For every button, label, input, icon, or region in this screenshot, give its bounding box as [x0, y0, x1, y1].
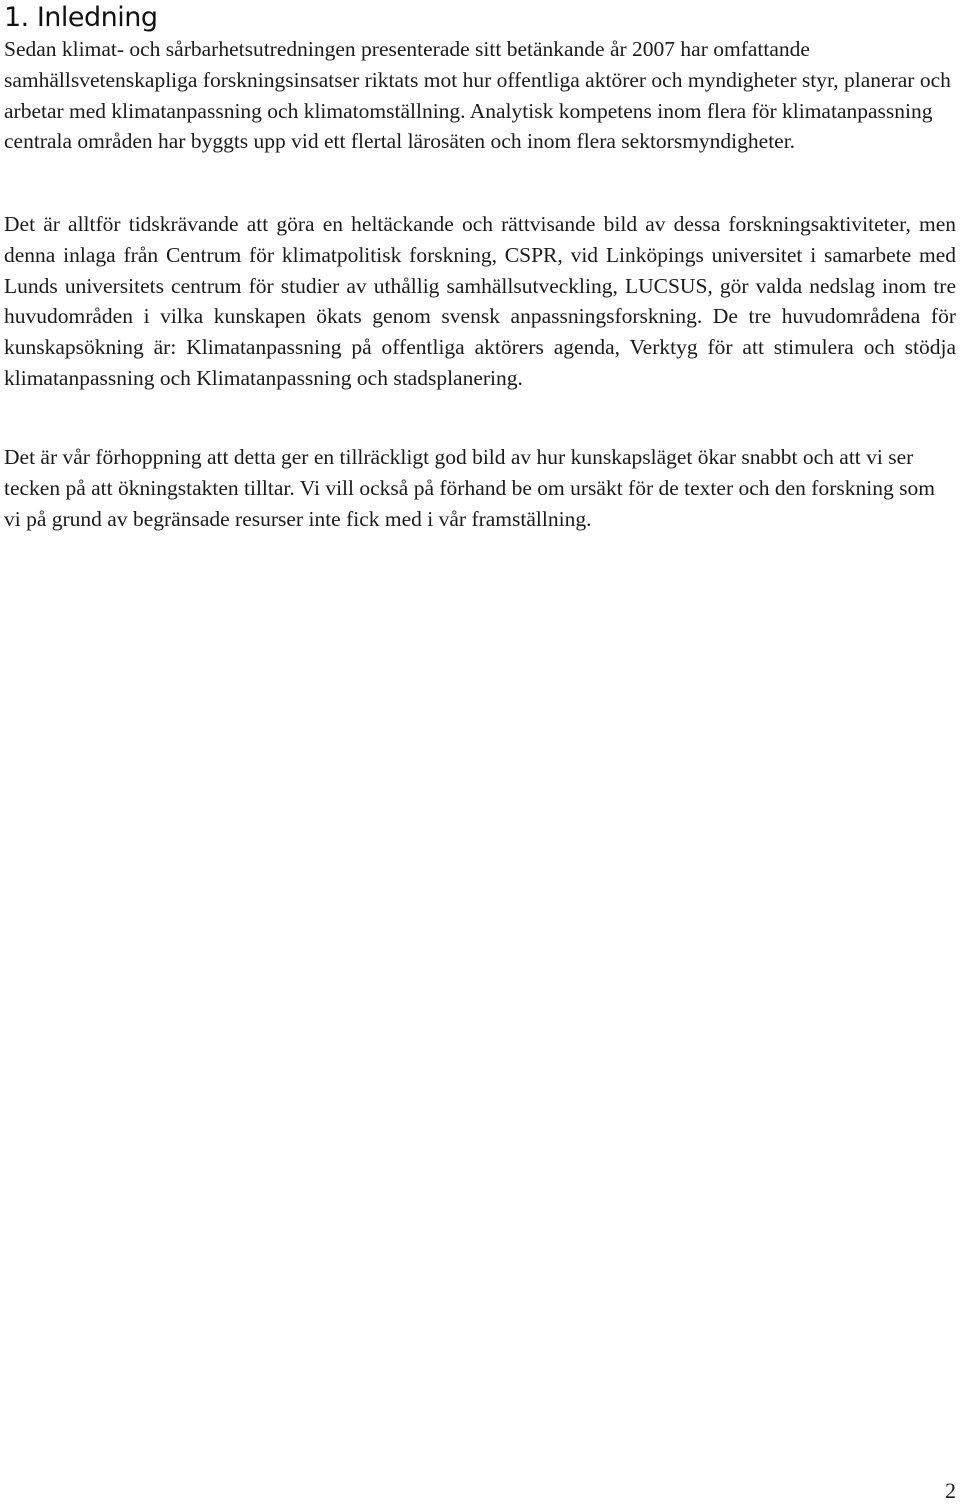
page-number: 2: [945, 1478, 956, 1503]
paragraph-intro: Sedan klimat- och sårbarhetsutredningen presenterade sitt betänkande år 2007 har omfattande samhällsvetenskapliga forskningsinsatser riktats mot hur offentliga aktörer och myndigheter styr, planerar och arbetar med klimatanpassning och klimatomställning. Analytisk kompetens inom flera för klimatanpassning centrala områden har byggts upp vid ett flertal lärosäten och inom flera sektorsmyndigheter.: [4, 37, 951, 154]
paragraph-closing: Det är vår förhoppning att detta ger en tillräckligt god bild av hur kunskapsläget ökar snabbt och att vi ser tecken på att ökningstakten tilltar. Vi vill också på förhand be om ursäkt för de texter och den forskning som vi på grund av begränsade resurser inte fick med i vår framställning.: [4, 445, 935, 531]
paragraph-research-areas: Det är alltför tidskrävande att göra en heltäckande och rättvisande bild av dessa forskningsaktiviteter, men denna inlaga från Centrum för klimatpolitisk forskning, CSPR, vid Linköpings universitet i samarbete med Lunds universitets centrum för studier av uthållig samhällsutveckling, LUCSUS, gör valda nedslag inom tre huvudområden i vilka kunskapen ökats genom svensk anpassningsforskning. De tre huvudområdena för kunskapsökning är: Klimatanpassning på offentliga aktörers agenda, Verktyg för att stimulera och stödja klimatanpassning och Klimatanpassning och stadsplanering.: [4, 212, 956, 390]
section-heading: 1. Inledning: [4, 2, 158, 33]
